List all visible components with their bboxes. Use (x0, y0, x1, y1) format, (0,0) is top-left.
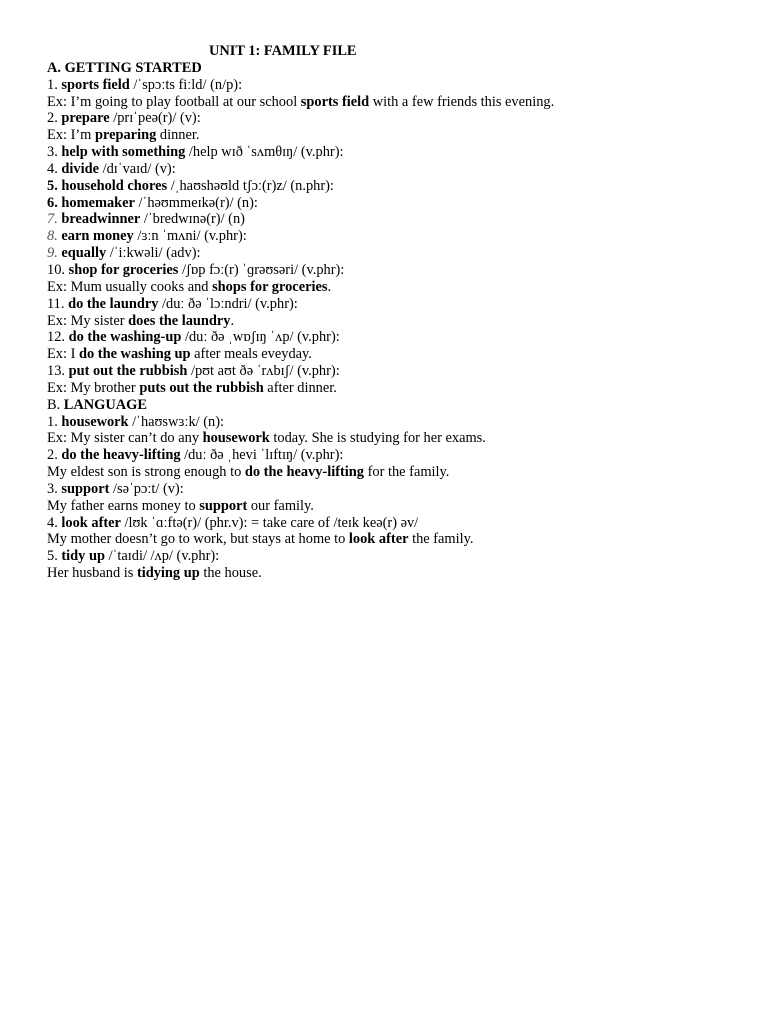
bold-term: housework (202, 430, 270, 447)
text-run: 5. (47, 548, 62, 565)
text-run: 1. (47, 413, 62, 430)
bold-term: A. GETTING STARTED (47, 59, 202, 76)
text-run: Ex: My sister (47, 312, 129, 329)
text-line (47, 363, 747, 380)
text-run: our family. (247, 497, 314, 514)
text-run: Ex: I’m (47, 127, 95, 144)
bold-term: do the washing up (78, 346, 191, 363)
text-line (47, 94, 747, 111)
bold-term: help with something (61, 144, 186, 161)
text-run: Ex: Mum usually cooks and (47, 278, 213, 295)
text-line (47, 531, 747, 548)
text-line (47, 178, 747, 195)
text-line (47, 127, 747, 144)
text-run: 2. (47, 447, 62, 464)
text-run: . (230, 312, 235, 329)
text-line (47, 430, 747, 447)
text-line (47, 262, 747, 279)
text-run: /ˈtaɪdi/ /ʌp/ (v.phr): (104, 548, 220, 565)
text-line (47, 397, 747, 414)
text-line (47, 481, 747, 498)
bold-term: breadwinner (61, 211, 141, 228)
text-run: 4. (47, 514, 62, 531)
text-run: after meals eveyday. (190, 346, 312, 363)
bold-term: housework (61, 413, 129, 430)
text-run: /help wɪð ˈsʌmθɪŋ/ (v.phr): (185, 144, 344, 161)
bold-term: sports field (61, 76, 130, 93)
bold-term: earn money (61, 228, 134, 245)
document-body (47, 60, 747, 582)
bold-term: 6. homemaker (47, 194, 135, 211)
text-run: /duː ðə ˌhevi ˈlɪftɪŋ/ (v.phr): (180, 447, 344, 464)
text-run: Ex: I (47, 346, 79, 363)
text-run: /səˈpɔːt/ (v): (109, 480, 184, 497)
text-run: My mother doesn’t go to work, but stays at home to (47, 531, 349, 548)
text-run: 8. (47, 228, 62, 245)
bold-term: shops for groceries (212, 278, 328, 295)
text-run: 9. (47, 245, 62, 262)
text-line (47, 329, 747, 346)
bold-term: 5. household chores (47, 177, 168, 194)
text-run: . (327, 278, 332, 295)
text-line (47, 77, 747, 94)
text-line (47, 211, 747, 228)
bold-term: do the laundry (68, 295, 159, 312)
text-run: today. She is studying for her exams. (269, 430, 486, 447)
document-page (47, 43, 747, 582)
text-run: /ˌhaʊshəʊld tʃɔː(r)z/ (n.phr): (167, 177, 334, 194)
text-line (47, 228, 747, 245)
text-line (47, 161, 747, 178)
text-line (47, 279, 747, 296)
text-run: 13. (47, 363, 69, 380)
bold-term: sports field (300, 93, 370, 110)
bold-term: preparing (94, 127, 157, 144)
bold-term: do the heavy-lifting (61, 447, 181, 464)
text-run: 1. (47, 76, 62, 93)
text-run: 2. (47, 110, 62, 127)
text-line (47, 414, 747, 431)
text-run: My father earns money to (47, 497, 200, 514)
bold-term: do the heavy-lifting (244, 464, 364, 481)
text-run: 4. (47, 160, 62, 177)
text-line (47, 548, 747, 565)
text-run: the house. (199, 565, 262, 582)
text-line (47, 565, 747, 582)
text-line (47, 60, 747, 77)
text-run: 3. (47, 480, 62, 497)
text-run: /duː ðə ˌwɒʃɪŋ ˈʌp/ (v.phr): (181, 329, 340, 346)
text-run: the family. (408, 531, 474, 548)
text-run: Ex: I’m going to play football at our school (47, 93, 301, 110)
text-line (47, 313, 747, 330)
bold-term: does the laundry (128, 312, 231, 329)
text-run: with a few friends this evening. (369, 93, 555, 110)
bold-term: tidying up (136, 565, 200, 582)
bold-term: prepare (61, 110, 110, 127)
text-run: /ˈspɔːts fiːld/ (n/p): (129, 76, 243, 93)
text-run: /ˈhəʊmmeɪkə(r)/ (n): (134, 194, 258, 211)
text-run: Ex: My brother (47, 379, 140, 396)
bold-term: look after (61, 514, 121, 531)
text-line (47, 515, 747, 532)
text-line (47, 195, 747, 212)
text-run: 7. (47, 211, 62, 228)
text-line (47, 144, 747, 161)
text-run: /ˈhaʊswɜːk/ (n): (128, 413, 225, 430)
text-run: /ɜːn ˈmʌni/ (v.phr): (133, 228, 247, 245)
text-run: Ex: My sister can’t do any (47, 430, 203, 447)
text-line (47, 245, 747, 262)
text-run: My eldest son is strong enough to (47, 464, 245, 481)
bold-term: do the washing-up (68, 329, 182, 346)
text-line (47, 447, 747, 464)
text-run: 3. (47, 144, 62, 161)
text-line (47, 346, 747, 363)
text-run: /dɪˈvaɪd/ (v): (98, 160, 176, 177)
bold-term: support (61, 480, 110, 497)
text-run: 12. (47, 329, 69, 346)
bold-term: support (199, 497, 248, 514)
bold-term: LANGUAGE (63, 396, 147, 413)
bold-term: divide (61, 160, 99, 177)
text-run: Her husband is (47, 565, 137, 582)
text-line (47, 464, 747, 481)
text-line (47, 296, 747, 313)
text-run: /lʊk ˈɑːftə(r)/ (phr.v): = take care of /teɪk keə(r) əv/ (120, 514, 419, 531)
bold-term: put out the rubbish (68, 363, 188, 380)
text-run: /duː ðə ˈlɔːndri/ (v.phr): (158, 295, 298, 312)
document-title: UNIT 1: FAMILY FILE (209, 43, 357, 59)
text-run: dinner. (156, 127, 200, 144)
bold-term: tidy up (61, 548, 105, 565)
bold-term: shop for groceries (68, 261, 179, 278)
text-run: 10. (47, 261, 69, 278)
text-run: for the family. (364, 464, 450, 481)
text-run: /ʃɒp fɔː(r) ˈɡrəʊsəri/ (v.phr): (178, 261, 345, 278)
text-line (47, 110, 747, 127)
bold-term: equally (61, 245, 107, 262)
bold-term: look after (348, 531, 409, 548)
text-run: after dinner. (263, 379, 337, 396)
text-run: /ˈiːkwəli/ (adv): (106, 245, 201, 262)
text-run: /prɪˈpeə(r)/ (v): (109, 110, 201, 127)
text-run: 11. (47, 295, 69, 312)
text-run: /ˈbredwɪnə(r)/ (n) (140, 211, 245, 228)
text-run: /pʊt aʊt ðə ˈrʌbɪʃ/ (v.phr): (187, 363, 340, 380)
text-line (47, 498, 747, 515)
bold-term: puts out the rubbish (139, 379, 264, 396)
text-run: B. (47, 396, 64, 413)
text-line (47, 380, 747, 397)
